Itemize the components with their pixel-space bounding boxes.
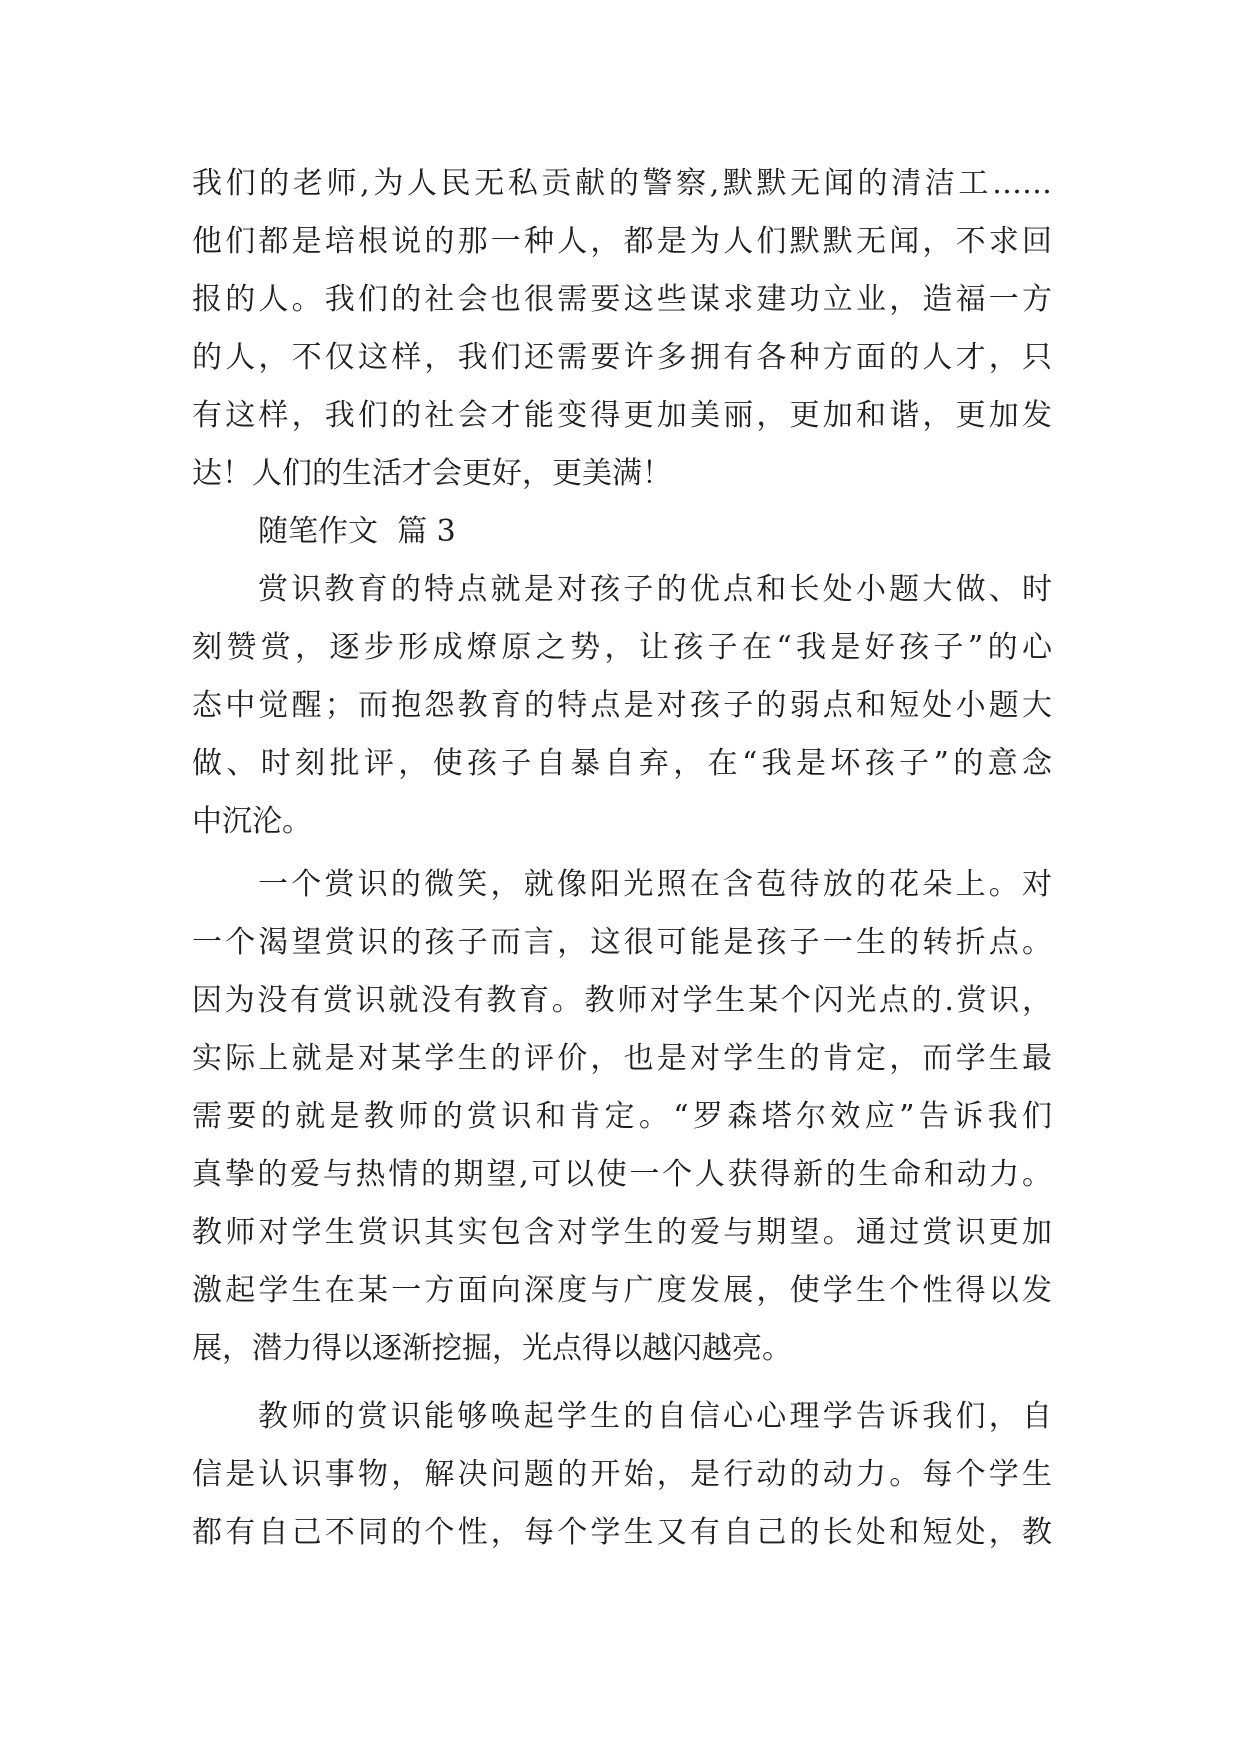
text-line: 真挚的爱与热情的期望,可以使一个人获得新的生命和动力。 xyxy=(192,1157,1052,1192)
text-line: 的人，不仅这样，我们还需要许多拥有各种方面的人才，只 xyxy=(192,340,1052,375)
text-line: 达！人们的生活才会更好，更美满！ xyxy=(192,456,672,491)
text-line: 教师对学生赏识其实包含对学生的爱与期望。通过赏识更加 xyxy=(192,1215,1052,1250)
text-line: 展，潜力得以逐渐挖掘，光点得以越闪越亮。 xyxy=(192,1331,792,1366)
body-text xyxy=(192,155,1052,1562)
text-line: 实际上就是对某学生的评价，也是对学生的肯定，而学生最 xyxy=(192,1041,1052,1076)
text-line: 我们的老师,为人民无私贡献的警察,默默无闻的清洁工…… xyxy=(192,166,1052,201)
text-line: 刻赞赏，逐步形成燎原之势，让孩子在“我是好孩子”的心 xyxy=(192,630,1052,665)
text-line: 因为没有赏识就没有教育。教师对学生某个闪光点的.赏识， xyxy=(192,983,1052,1018)
text-line: 赏识教育的特点就是对孩子的优点和长处小题大做、时 xyxy=(258,572,1052,607)
text-line: 报的人。我们的社会也很需要这些谋求建功立业，造福一方 xyxy=(192,282,1052,317)
text-line: 需要的就是教师的赏识和肯定。“罗森塔尔效应”告诉我们 xyxy=(192,1099,1052,1134)
text-line: 都有自己不同的个性，每个学生又有自己的长处和短处，教 xyxy=(192,1515,1052,1550)
text-line: 一个赏识的微笑，就像阳光照在含苞待放的花朵上。对 xyxy=(258,867,1052,902)
text-line: 信是认识事物，解决问题的开始，是行动的动力。每个学生 xyxy=(192,1457,1052,1492)
text-line: 做、时刻批评，使孩子自暴自弃，在“我是坏孩子”的意念 xyxy=(192,746,1052,781)
text-line: 态中觉醒；而抱怨教育的特点是对孩子的弱点和短处小题大 xyxy=(192,688,1052,723)
text-line: 一个渴望赏识的孩子而言，这很可能是孩子一生的转折点。 xyxy=(192,925,1052,960)
text-line: 他们都是培根说的那一种人，都是为人们默默无闻，不求回 xyxy=(192,224,1052,259)
text-line: 有这样，我们的社会才能变得更加美丽，更加和谐，更加发 xyxy=(192,398,1052,433)
text-line: 教师的赏识能够唤起学生的自信心心理学告诉我们，自 xyxy=(258,1399,1052,1434)
text-line: 中沉沦。 xyxy=(192,804,312,839)
text-line: 激起学生在某一方面向深度与广度发展，使学生个性得以发 xyxy=(192,1273,1052,1308)
section-heading: 随笔作文 篇 3 xyxy=(258,514,456,549)
